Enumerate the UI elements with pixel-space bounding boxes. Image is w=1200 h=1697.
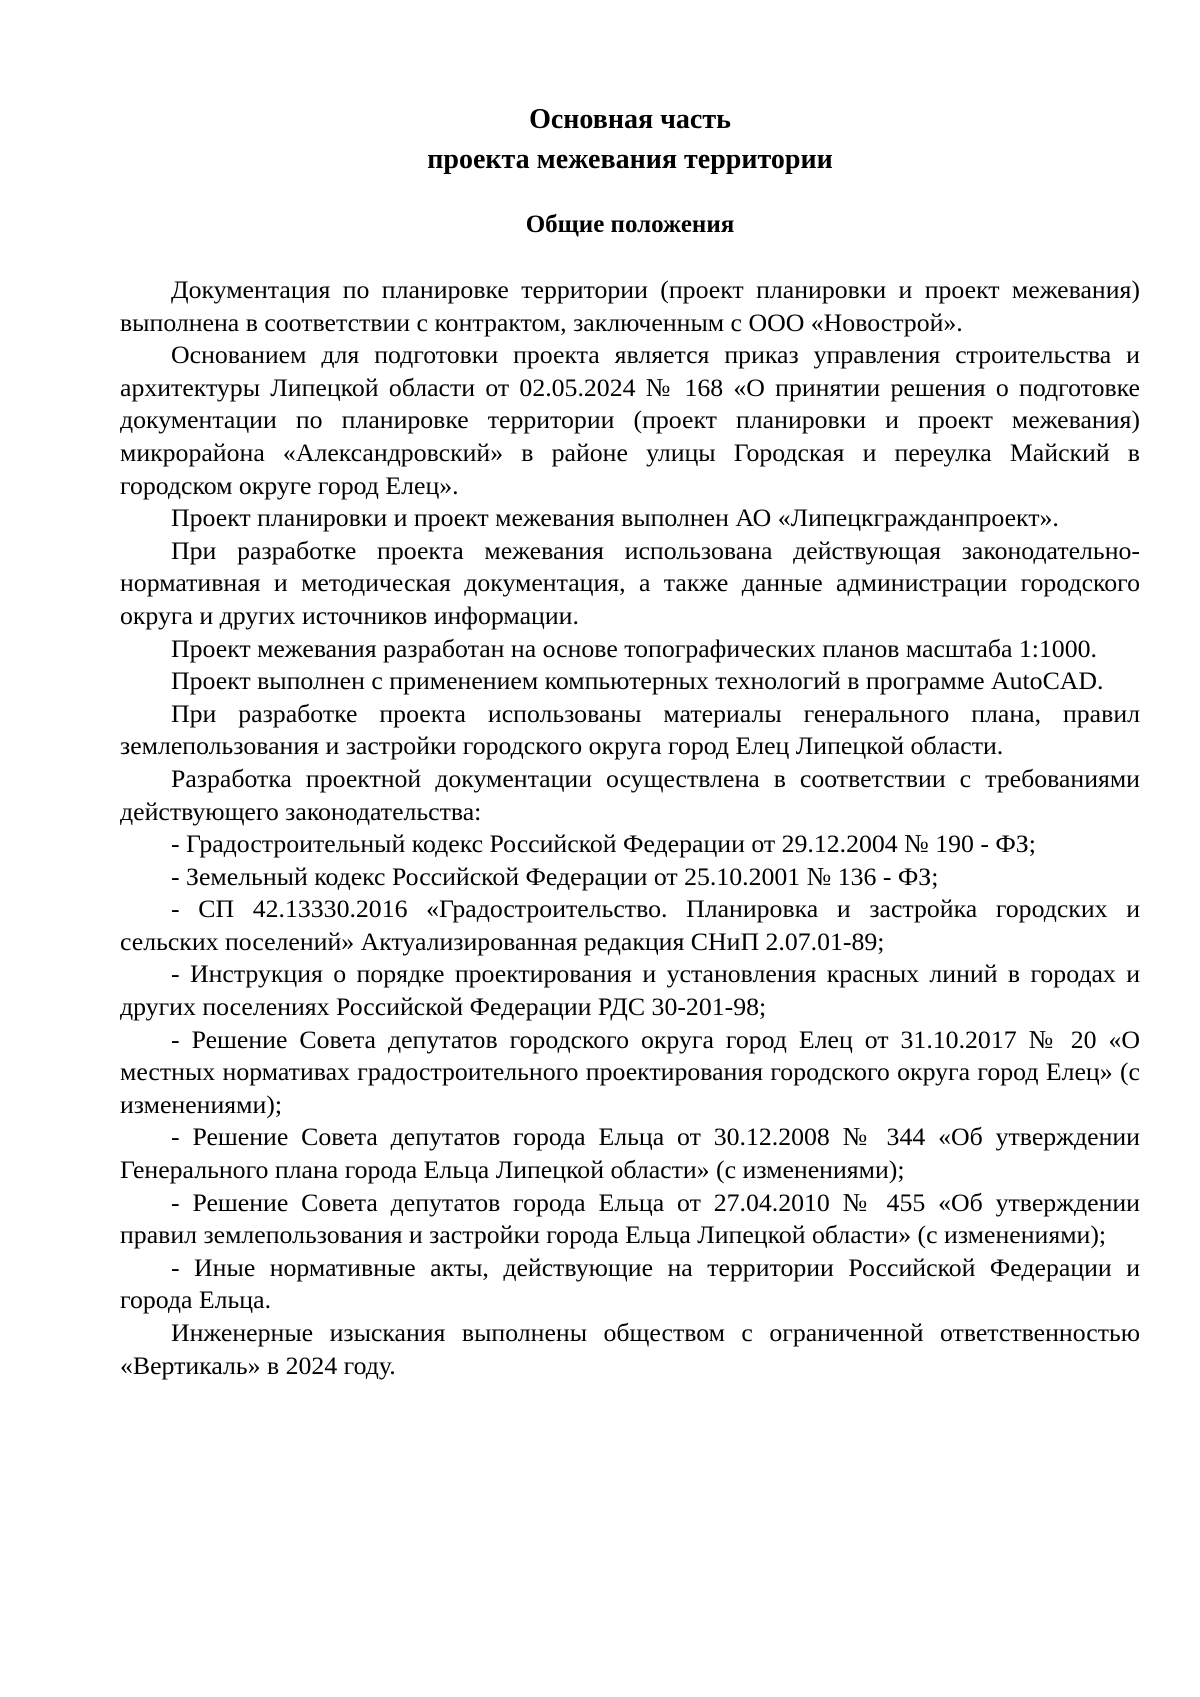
paragraph: Инженерные изыскания выполнены обществом с ограниченной ответственностью «Вертикаль» в 2024 году.	[120, 1318, 1140, 1380]
paragraph: Основанием для подготовки проекта является приказ управления строительства и архитектуры Липецкой области от 02.05.2024 № 168 «О принятии решения о подготовке документации по планировке территории (проект планировки и проект межевания) микрорайона «Александровский» в районе улицы Городская и переулка Майский в городском округе город Елец».	[120, 340, 1140, 500]
list-item: - Решение Совета депутатов городского округа город Елец от 31.10.2017 № 20 «О местных нормативах градостроительного проектирования городского округа город Елец» (с изменениями);	[120, 1024, 1140, 1119]
list-item: - Инструкция о порядке проектирования и установления красных линий в городах и других поселениях Российской Федерации РДС 30-201-98;	[120, 959, 1140, 1022]
list-item: - Иные нормативные акты, действующие на территории Российской Федерации и города Ельца.	[120, 1252, 1140, 1315]
list-item: - Земельный кодекс Российской Федерации от 25.10.2001 № 136 - ФЗ;	[171, 861, 939, 891]
section-heading: Общие положения	[525, 211, 735, 238]
paragraph: При разработке проекта использованы материалы генерального плана, правил землепользования и застройки городского округа город Елец Липецкой области.	[120, 698, 1140, 761]
paragraph: Проект выполнен с применением компьютерных технологий в программе AutoCAD.	[171, 666, 1104, 696]
paragraph: Документация по планировке территории (проект планировки и проект межевания) выполнена в соответствии с контрактом, заключенным с ООО «Новострой».	[120, 275, 1140, 337]
list-item: - Решение Совета депутатов города Ельца от 30.12.2008 № 344 «Об утверждении Генерального плана города Ельца Липецкой области» (с изменениями);	[120, 1122, 1140, 1185]
paragraph: Проект межевания разработан на основе топографических планов масштаба 1:1000.	[171, 633, 1097, 663]
document-body	[120, 274, 1140, 1382]
document-title	[120, 100, 1140, 180]
document-title-line-1: Основная часть	[529, 104, 731, 135]
list-item: - Решение Совета депутатов города Ельца от 27.04.2010 № 455 «Об утверждении правил землепользования и застройки города Ельца Липецкой области» (с изменениями);	[120, 1187, 1140, 1250]
document-title-line-2: проекта межевания территории	[427, 144, 833, 175]
paragraph: Проект планировки и проект межевания выполнен АО «Липецкгражданпроект».	[171, 503, 1059, 533]
list-item: - СП 42.13330.2016 «Градостроительство. Планировка и застройка городских и сельских поселений» Актуализированная редакция СНиП 2.07.01-89;	[120, 894, 1140, 956]
list-item: - Градостроительный кодекс Российской Федерации от 29.12.2004 № 190 - ФЗ;	[171, 829, 1036, 859]
paragraph: Разработка проектной документации осуществлена в соответствии с требованиями действующего законодательства:	[120, 763, 1140, 826]
paragraph: При разработке проекта межевания использована действующая законодательно-нормативная и методическая документация, а также данные администрации городского округа и других источников информации.	[120, 535, 1140, 630]
